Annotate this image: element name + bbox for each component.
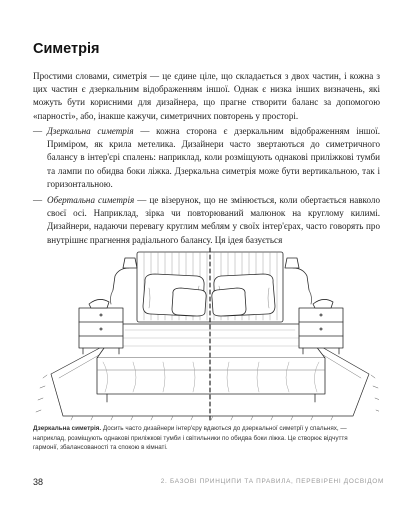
right-nightstand xyxy=(299,299,343,354)
bed xyxy=(97,324,325,402)
list-dash: — xyxy=(33,126,43,136)
caption-title: Дзеркальна симетрія. xyxy=(33,425,102,432)
list-dash: — xyxy=(33,195,43,205)
section-heading: Симетрія xyxy=(33,41,100,57)
list-item-text: — це візерунок, що не змінюється, коли обертається навколо своєї осі. Наприклад, зірка чи повторюваний малюнок на круглому килимі. Дизайнери, надаючи перевагу круглим меблям у своїх інтер'єрах, часто говорять про внутрішнє прагнення радіального балансу. Ця ідея базується xyxy=(47,195,380,245)
caption-text: Досить часто дизайнери інтер'єру вдаються до дзеркальної симетрії у спальнях, — наприклад, розміщують однакові приліжкові тумби і світильники по обидва боки ліжка. Це створює відчуття гармонії, збалансованості та спокою в кімнаті. xyxy=(33,425,348,452)
pillows xyxy=(143,274,275,316)
left-nightstand xyxy=(79,299,123,354)
list-item-text: — кожна сторона є дзеркальним відображенням іншої. Приміром, як крила метелика. Дизайнери часто звертаються до симетричного балансу в інтер'єрі спалень: наприклад, коли розміщують однакові приліжкові тумби та лампи по обидва боки ліжка. Дзеркальна симетрія може бути вертикальною, так і горизонтальною. xyxy=(47,126,380,189)
list-item-rotational-symmetry xyxy=(33,194,380,247)
page-number: 38 xyxy=(33,477,44,487)
right-wall-lamp xyxy=(285,258,312,304)
intro-paragraph: Простими словами, симетрія — це єдине ціле, що складається з двох частин, і кожна з цих частин є дзеркальним відображенням іншої. Однак є низка інших визначень, які можуть бути корисними для дизайнера, що прагне створити баланс за допомогою «парності», або, інакше кажучи, симетричних повторень у просторі. xyxy=(33,71,380,121)
list-item-term: Дзеркальна симетрія xyxy=(47,126,134,136)
list-item-mirror-symmetry xyxy=(33,125,380,191)
bedroom-symmetry-illustration xyxy=(33,246,379,422)
list-item-term: Обертальна симетрія xyxy=(47,195,135,205)
running-head: 2. БАЗОВІ ПРИНЦИПИ ТА ПРАВИЛА, ПЕРЕВІРЕНІ ДОСВІДОМ xyxy=(160,478,384,485)
left-wall-lamp xyxy=(110,258,137,304)
figure-caption xyxy=(33,424,353,453)
